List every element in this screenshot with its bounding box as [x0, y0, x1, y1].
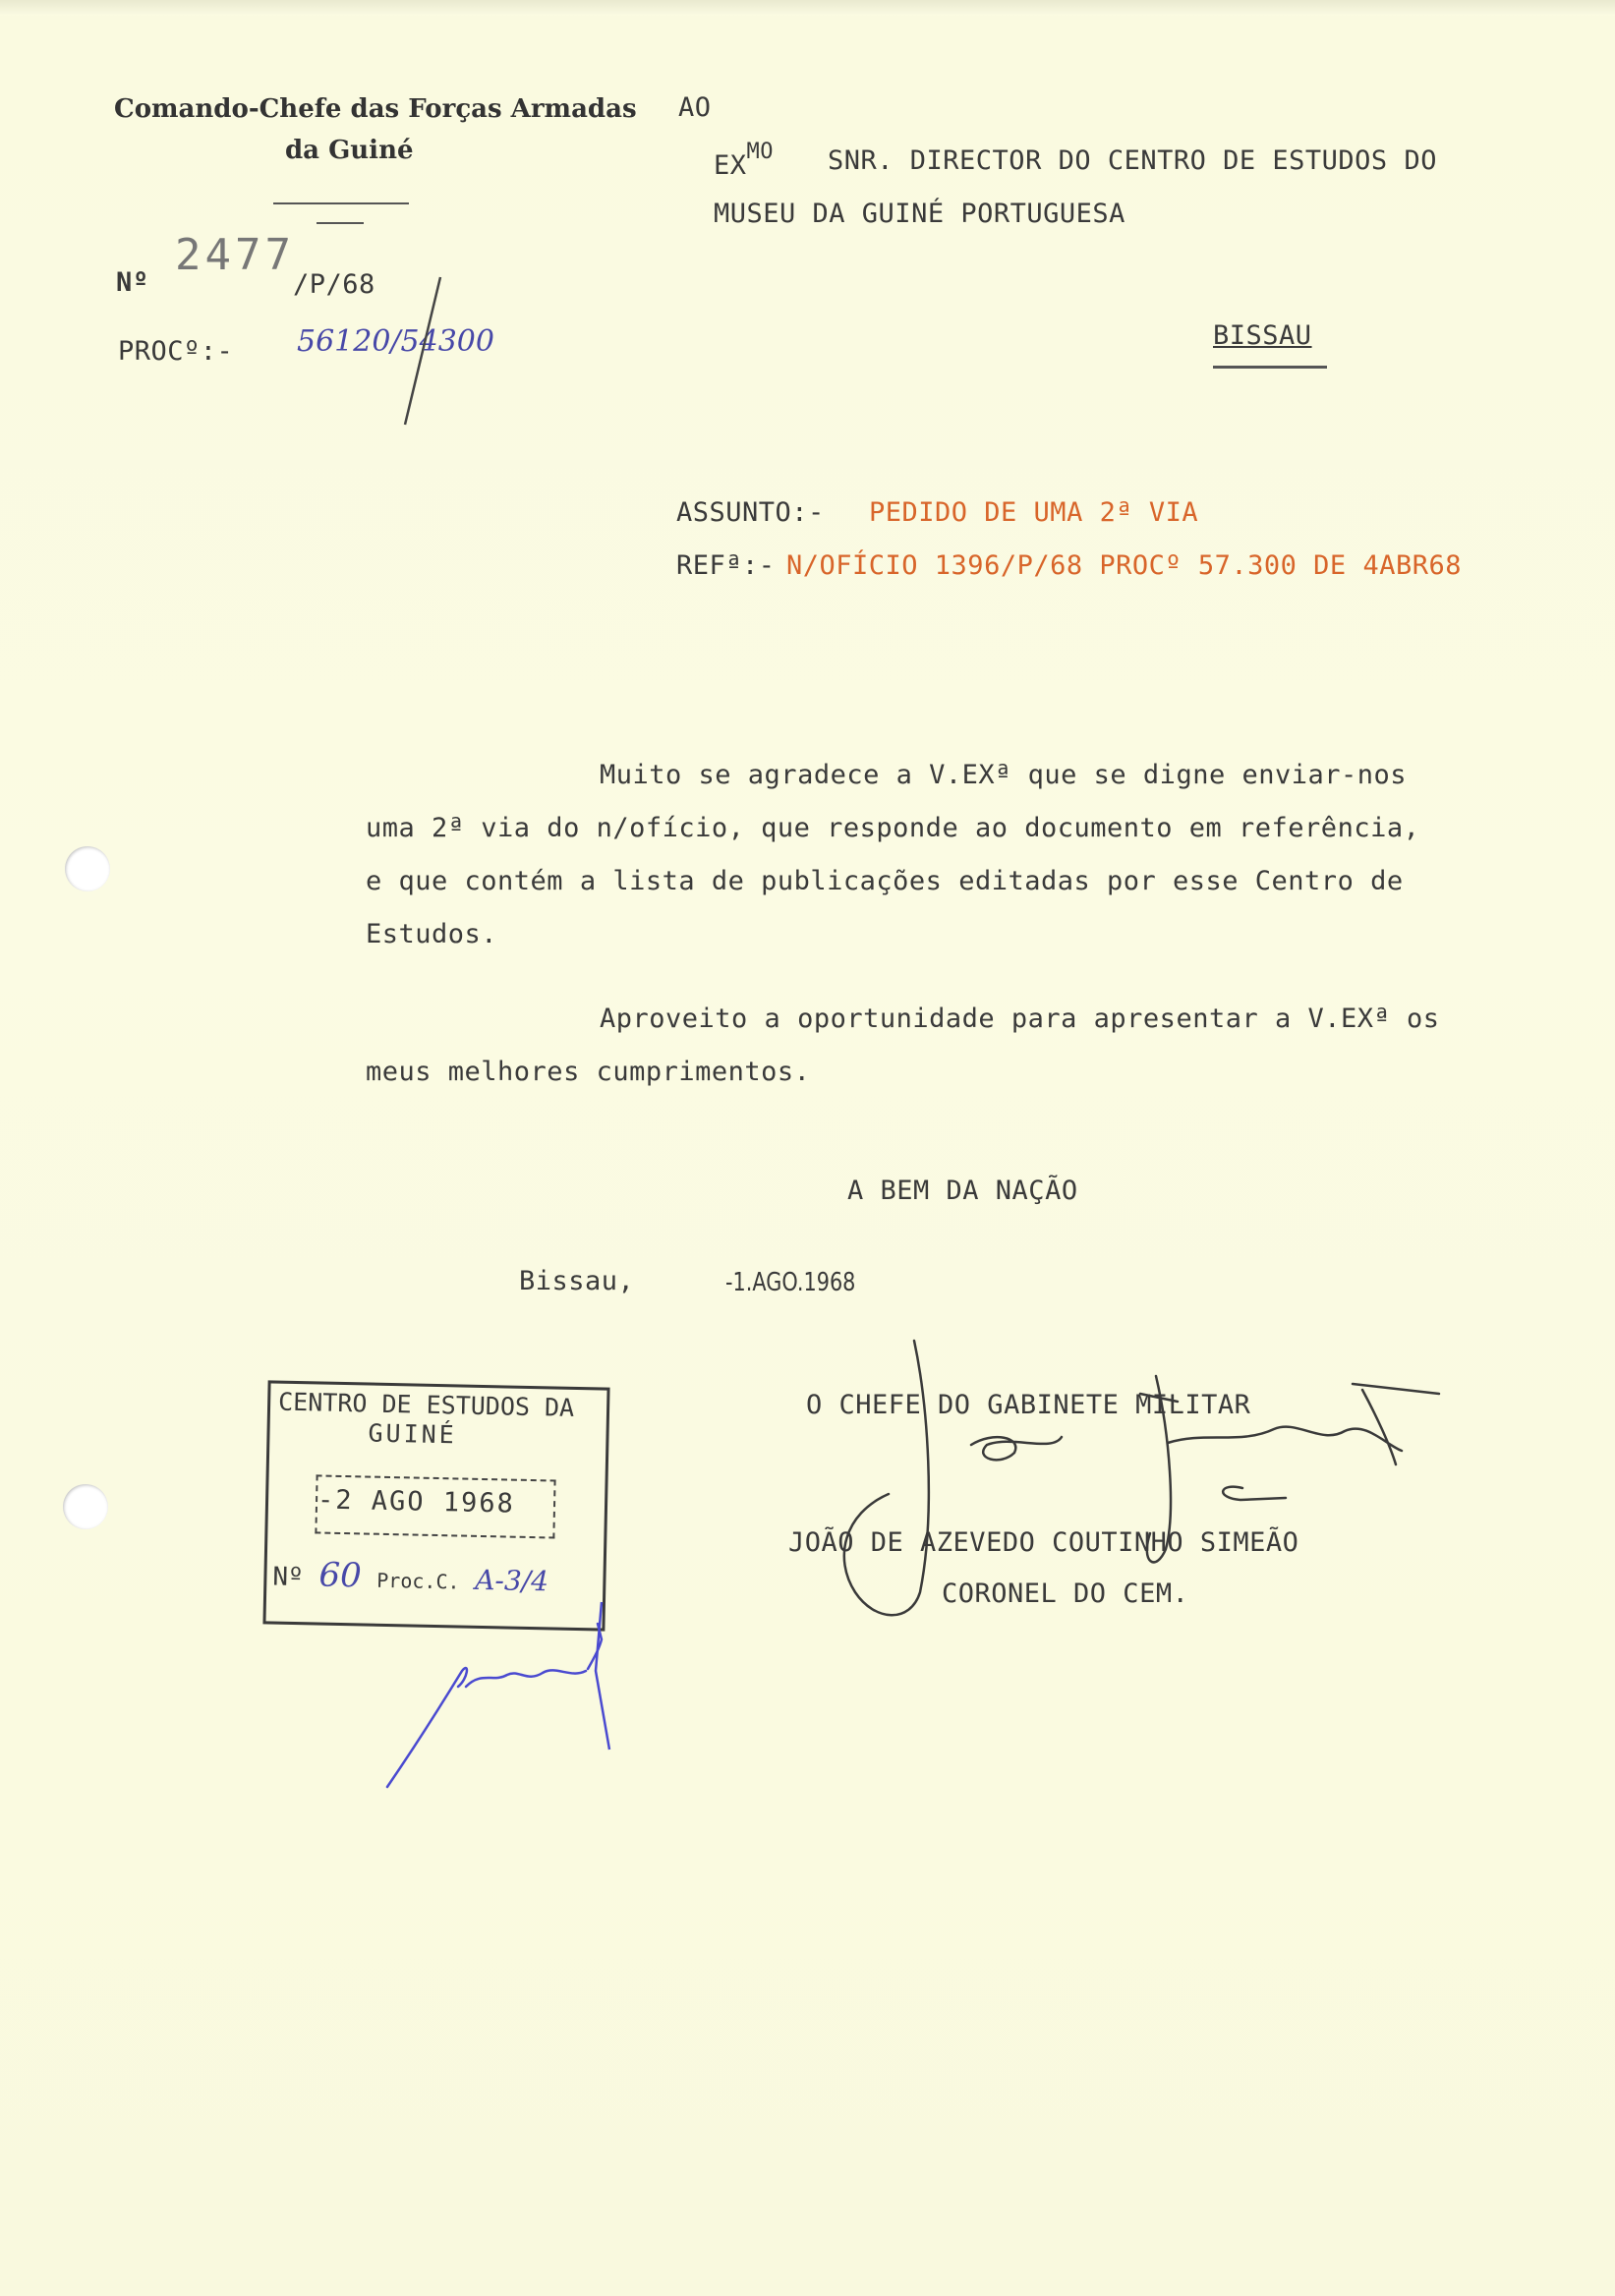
- recipient-city: BISSAU: [1213, 320, 1312, 351]
- closing-motto: A BEM DA NAÇÃO: [847, 1176, 1078, 1206]
- proc-slash-stroke: [405, 277, 440, 425]
- coronel-signature: [844, 1341, 1439, 1615]
- assunto-value: PEDIDO DE UMA 2ª VIA: [869, 497, 1199, 528]
- closing-place: Bissau,: [519, 1266, 635, 1296]
- receipt-initials: [387, 1624, 602, 1787]
- stamp-proc-value: A-3/4: [474, 1563, 549, 1598]
- proc-label: PROCº:-: [118, 336, 234, 367]
- recipient-line1: SNR. DIRECTOR DO CENTRO DE ESTUDOS DO: [828, 145, 1437, 176]
- stamp-num-label: Nº: [272, 1562, 305, 1593]
- recipient-line2: MUSEU DA GUINÉ PORTUGUESA: [714, 199, 1125, 229]
- stamp-line1: CENTRO DE ESTUDOS DA: [277, 1387, 575, 1422]
- body-p1-line1: Muito se agradece a V.EXª que se digne enviar-nos: [600, 760, 1408, 790]
- proc-value: 56120/54300: [297, 324, 494, 359]
- signature-rank: CORONEL DO CEM.: [942, 1578, 1189, 1609]
- closing-date: -1.AGO.1968: [725, 1268, 856, 1297]
- number-suffix: /P/68: [293, 269, 375, 300]
- body-p1-line2: uma 2ª via do n/ofício, que responde ao documento em referência,: [366, 813, 1420, 843]
- stamp-line2: GUINÉ: [368, 1418, 458, 1450]
- assunto-label: ASSUNTO:-: [676, 497, 825, 528]
- body-p2-line1: Aproveito a oportunidade para apresentar a V.EXª os: [600, 1004, 1440, 1034]
- recipient-to: AO: [678, 92, 712, 123]
- recipient-title-main: EX: [714, 150, 747, 181]
- signature-name: JOÃO DE AZEVEDO COUTINHO SIMEÃO: [788, 1527, 1299, 1558]
- letterhead-line2: da Guiné: [285, 136, 414, 165]
- recipient-title-sup: MO: [746, 140, 775, 164]
- letterhead-line1: Comando-Chefe das Forças Armadas: [114, 94, 637, 124]
- signature-role: O CHEFE DO GABINETE MILITAR: [806, 1390, 1251, 1420]
- ref-value: N/OFÍCIO 1396/P/68 PROCº 57.300 DE 4ABR68: [786, 550, 1462, 581]
- ref-label: REFª:-: [676, 550, 776, 581]
- body-p1-line4: Estudos.: [366, 919, 498, 949]
- stamp-proc-label: Proc.C.: [376, 1568, 460, 1594]
- stamp-num-value: 60: [318, 1555, 363, 1596]
- stamp-date: -2 AGO 1968: [317, 1484, 516, 1520]
- body-p2-line2: meus melhores cumprimentos.: [366, 1057, 811, 1087]
- body-p1-line3: e que contém a lista de publicações editadas por esse Centro de: [366, 866, 1404, 896]
- number-value: 2477: [175, 230, 295, 280]
- number-label: Nº: [116, 267, 149, 298]
